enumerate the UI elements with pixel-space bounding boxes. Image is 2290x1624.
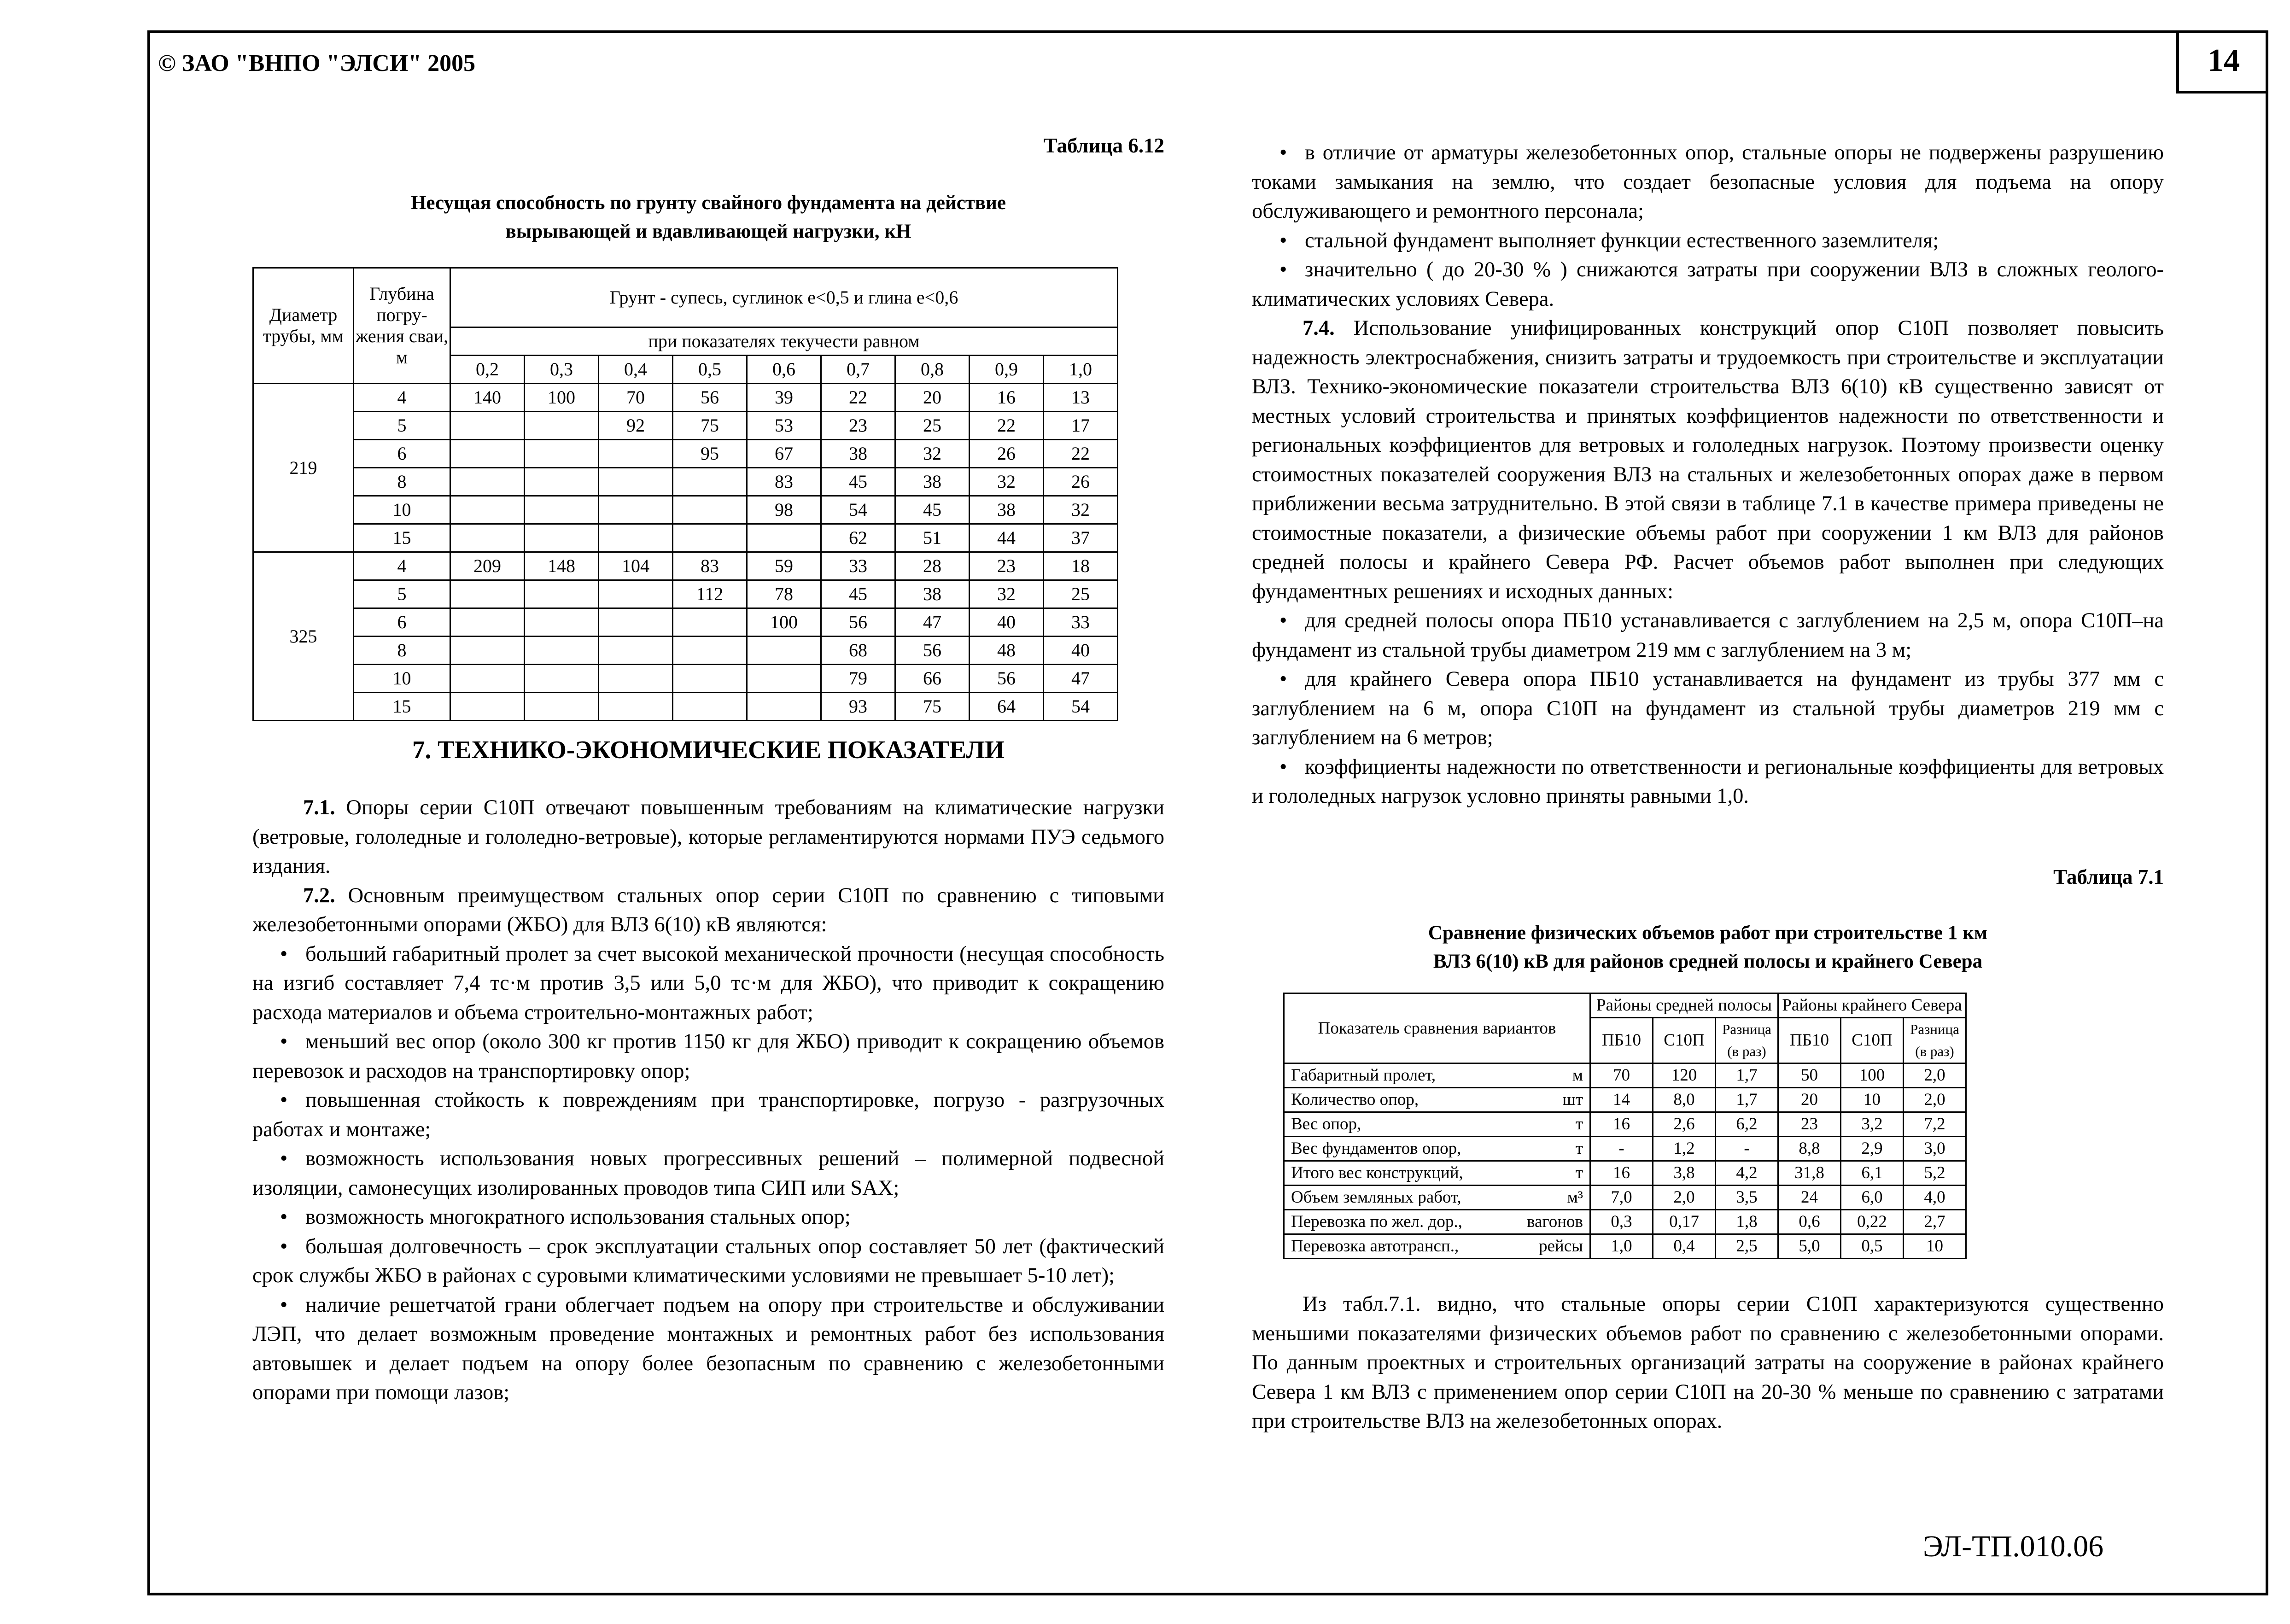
value-cell: 4,2: [1716, 1161, 1778, 1186]
table-row: [253, 608, 1118, 637]
value-cell: 83: [673, 552, 747, 580]
value-cell: 47: [1044, 665, 1118, 693]
value-cell: 3,2: [1841, 1112, 1904, 1137]
value-cell: [525, 440, 599, 468]
value-cell: [450, 496, 525, 524]
value-cell: 54: [1044, 693, 1118, 721]
table-row: [1284, 1186, 1966, 1210]
value-cell: 56: [673, 384, 747, 412]
value-cell: 209: [450, 552, 525, 580]
list-item: • возможность многократного использования стальных опор;: [252, 1203, 1164, 1232]
value-cell: [673, 608, 747, 637]
value-cell: 0,4: [1653, 1234, 1716, 1259]
diameter-cell: 325: [253, 552, 354, 721]
list-item: • меньший вес опор (около 300 кг против 1150 кг для ЖБО) приводит к сокращению объемов перевозок и расходов на транспортировку опор;: [252, 1027, 1164, 1086]
value-cell: 59: [747, 552, 821, 580]
list-item: • для средней полосы опора ПБ10 устанавливается с заглублением на 2,5 м, опора С10П–на фундамент из стальной трубы диаметром 219 мм с заглублением на 3 м;: [1252, 606, 2164, 665]
value-cell: [599, 693, 673, 721]
value-cell: 140: [450, 384, 525, 412]
value-cell: 0,17: [1653, 1210, 1716, 1234]
value-cell: [673, 665, 747, 693]
table-row: [253, 468, 1118, 496]
list-item: • повышенная стойкость к повреждениям при транспортировке, погрузо - разгрузочных работах и монтаже;: [252, 1086, 1164, 1144]
value-cell: 1,7: [1716, 1088, 1778, 1112]
indicator-label: Итого вес конструкций,: [1291, 1163, 1463, 1182]
value-cell: 112: [673, 580, 747, 608]
depth-cell: 4: [354, 552, 450, 580]
header-copyright: [158, 50, 475, 77]
value-cell: [450, 665, 525, 693]
list-item: • для крайнего Севера опора ПБ10 устанавливается на фундамент из трубы 377 мм с заглублением на 6 м, опора С10П на фундамент из стальной трубы диаметров 219 мм с заглублением на 6 метров;: [1252, 665, 2164, 753]
value-cell: [525, 496, 599, 524]
sub-head: С10П: [1841, 1018, 1904, 1063]
value-cell: 45: [821, 580, 895, 608]
value-cell: 68: [821, 637, 895, 665]
sub-head: ПБ10: [1590, 1018, 1653, 1063]
value-cell: [747, 665, 821, 693]
value-cell: [450, 608, 525, 637]
list-item: • наличие решетчатой грани облегчает подъем на опору при строительстве и обслуживании ЛЭП, что делает возможным проведение монтажных и ремонтных работ без использования автовышек и делает подъем на опору более безопасным по сравнению с железобетонными опорами при помощи лазов;: [252, 1291, 1164, 1408]
sub-head: Разница (в раз): [1904, 1018, 1966, 1063]
copyright-icon: ©: [158, 50, 176, 76]
value-cell: 79: [821, 665, 895, 693]
value-cell: [673, 693, 747, 721]
table-row: [1284, 1210, 1966, 1234]
depth-cell: 5: [354, 412, 450, 440]
value-cell: 33: [1044, 608, 1118, 637]
value-cell: [525, 608, 599, 637]
value-cell: 93: [821, 693, 895, 721]
value-cell: [599, 608, 673, 637]
table-7-1: [1283, 993, 1967, 1259]
list-item: • стальной фундамент выполняет функции естественного заземлителя;: [1252, 226, 2164, 256]
depth-cell: 10: [354, 496, 450, 524]
paragraph-7-2: 7.2. Основным преимуществом стальных опор серии С10П по сравнению с типовыми железобетонными опорами (ЖБО) для ВЛЗ 6(10) кВ являются:: [252, 883, 1164, 936]
value-cell: 22: [970, 412, 1044, 440]
value-cell: 38: [821, 440, 895, 468]
table-row: [253, 524, 1118, 552]
table-row: [253, 580, 1118, 608]
value-cell: 120: [1653, 1063, 1716, 1088]
depth-cell: 6: [354, 440, 450, 468]
list-item: • возможность использования новых прогрессивных решений – полимерной подвесной изоляции, самонесущих изолированных проводов типа СИП или SAX;: [252, 1144, 1164, 1203]
fluidity-value: 0,8: [895, 356, 970, 384]
value-cell: 98: [747, 496, 821, 524]
value-cell: 3,8: [1653, 1161, 1716, 1186]
fluidity-value: 0,5: [673, 356, 747, 384]
value-cell: -: [1716, 1137, 1778, 1161]
table-row: [1284, 1234, 1966, 1259]
table-6-12-title: Несущая способность по грунту свайного фундамента на действие вырывающей и вдавливающей нагрузки, кН: [410, 192, 1006, 242]
indicator-unit: т: [1575, 1139, 1583, 1158]
value-cell: 0,5: [1841, 1234, 1904, 1259]
list-item: • большая долговечность – срок эксплуатации стальных опор составляет 50 лет (фактический срок службы ЖБО в районах с суровыми климатическими условиями не превышает 5-10 лет);: [252, 1232, 1164, 1291]
value-cell: [747, 637, 821, 665]
value-cell: 16: [1590, 1112, 1653, 1137]
value-cell: 25: [1044, 580, 1118, 608]
value-cell: 8,8: [1778, 1137, 1841, 1161]
value-cell: [673, 524, 747, 552]
value-cell: [525, 468, 599, 496]
indicator-unit: м: [1572, 1066, 1583, 1085]
value-cell: 38: [895, 468, 970, 496]
value-cell: 2,7: [1904, 1210, 1966, 1234]
value-cell: 3,5: [1716, 1186, 1778, 1210]
table-row: [1284, 1112, 1966, 1137]
head-soil: Грунт - супесь, суглинок е<0,5 и глина е<0,6: [450, 268, 1118, 327]
depth-cell: 5: [354, 580, 450, 608]
value-cell: 26: [970, 440, 1044, 468]
value-cell: 17: [1044, 412, 1118, 440]
indicator-label: Количество опор,: [1291, 1090, 1419, 1109]
value-cell: 92: [599, 412, 673, 440]
value-cell: 0,6: [1778, 1210, 1841, 1234]
value-cell: 40: [1044, 637, 1118, 665]
value-cell: 8,0: [1653, 1088, 1716, 1112]
value-cell: [673, 637, 747, 665]
value-cell: 16: [1590, 1161, 1653, 1186]
table-row: [1284, 1137, 1966, 1161]
value-cell: 26: [1044, 468, 1118, 496]
value-cell: 47: [895, 608, 970, 637]
value-cell: 67: [747, 440, 821, 468]
table-row: [1284, 1161, 1966, 1186]
value-cell: [525, 580, 599, 608]
fluidity-value: 0,6: [747, 356, 821, 384]
value-cell: [599, 440, 673, 468]
value-cell: 40: [970, 608, 1044, 637]
value-cell: 2,6: [1653, 1112, 1716, 1137]
indicator-cell: [1284, 1112, 1590, 1137]
depth-cell: 15: [354, 693, 450, 721]
value-cell: 32: [970, 468, 1044, 496]
value-cell: 16: [970, 384, 1044, 412]
section-title: 7. ТЕХНИКО-ЭКОНОМИЧЕСКИЕ ПОКАЗАТЕЛИ: [412, 736, 1005, 764]
value-cell: 75: [673, 412, 747, 440]
value-cell: [450, 468, 525, 496]
value-cell: 148: [525, 552, 599, 580]
value-cell: 70: [599, 384, 673, 412]
value-cell: 6,0: [1841, 1186, 1904, 1210]
header-org: ЗАО "ВНПО "ЭЛСИ" 2005: [181, 50, 476, 76]
value-cell: 70: [1590, 1063, 1653, 1088]
list-item: • значительно ( до 20-30 % ) снижаются затраты при сооружении ВЛЗ в сложных геолого-климатических условиях Севера.: [1252, 255, 2164, 314]
depth-cell: 10: [354, 665, 450, 693]
value-cell: [450, 693, 525, 721]
list-item: • в отличие от арматуры железобетонных опор, стальные опоры не подвержены разрушению токами замыкания на землю, что создает безопасные условия для подъема на опору обслуживающего и ремонтного персонала;: [1252, 138, 2164, 226]
list-item: • больший габаритный пролет за счет высокой механической прочности (несущая способность на изгиб составляет 7,4 тс·м против 3,5 или 5,0 тс·м для ЖБО), что приводит к сокращению расхода материалов и объема строительно-монтажных работ;: [252, 940, 1164, 1028]
value-cell: 5,2: [1904, 1161, 1966, 1186]
sub-head: С10П: [1653, 1018, 1716, 1063]
indicator-unit: т: [1575, 1115, 1583, 1133]
paragraph-7-4: 7.4. Использование унифицированных конструкций опор С10П позволяет повысить надежность электроснабжения, снизить затраты и трудоемкость при строительстве и эксплуатации ВЛЗ. Технико-экономические показатели строительства ВЛЗ 6(10) кВ существенно зависят от местных условий строительства и принятых коэффициентов надежности по ответственности и региональных коэффициентов для ветровых и гололедных нагрузок. Поэтому произвести оценку стоимостных показателей сооружения ВЛЗ на стальных и железобетонных опорах даже в первом приближении весьма затруднительно. В этой связи в таблице 7.1 в качестве примера приведены не стоимостные показатели, а физические объемы работ при сооружении 1 км ВЛЗ для районов средней полосы и крайнего Севера РФ. Расчет объемов работ выполнен при следующих фундаментных решениях и исходных данных:: [1252, 316, 2164, 603]
value-cell: 10: [1904, 1234, 1966, 1259]
indicator-unit: м³: [1567, 1188, 1583, 1207]
value-cell: 100: [1841, 1063, 1904, 1088]
value-cell: [599, 637, 673, 665]
fluidity-value: 1,0: [1044, 356, 1118, 384]
value-cell: 14: [1590, 1088, 1653, 1112]
indicator-label: Объем земляных работ,: [1291, 1188, 1461, 1207]
table-row: [1284, 1063, 1966, 1088]
sub-head: ПБ10: [1778, 1018, 1841, 1063]
indicator-label: Перевозка автотрансп.,: [1291, 1237, 1459, 1256]
value-cell: [450, 440, 525, 468]
value-cell: 32: [1044, 496, 1118, 524]
doc-code: ЭЛ-ТП.010.06: [1923, 1530, 2104, 1563]
table-6-12-caption: Таблица 6.12: [1043, 134, 1164, 157]
value-cell: 2,9: [1841, 1137, 1904, 1161]
value-cell: 13: [1044, 384, 1118, 412]
diameter-cell: 219: [253, 384, 354, 552]
indicator-unit: т: [1575, 1163, 1583, 1182]
value-cell: 7,0: [1590, 1186, 1653, 1210]
indicator-label: Габаритный пролет,: [1291, 1066, 1436, 1085]
value-cell: 1,7: [1716, 1063, 1778, 1088]
value-cell: 24: [1778, 1186, 1841, 1210]
value-cell: [747, 524, 821, 552]
table-row: [253, 693, 1118, 721]
value-cell: [673, 496, 747, 524]
fluidity-value: 0,4: [599, 356, 673, 384]
value-cell: 1,2: [1653, 1137, 1716, 1161]
value-cell: 50: [1778, 1063, 1841, 1088]
value-cell: 22: [1044, 440, 1118, 468]
value-cell: 62: [821, 524, 895, 552]
indicator-unit: шт: [1562, 1090, 1583, 1109]
indicator-cell: [1284, 1161, 1590, 1186]
head-depth: Глубина погру- жения сваи, м: [354, 268, 450, 384]
value-cell: 10: [1841, 1088, 1904, 1112]
value-cell: 2,0: [1904, 1063, 1966, 1088]
value-cell: 53: [747, 412, 821, 440]
head-diameter: Диаметр трубы, мм: [253, 268, 354, 384]
value-cell: 37: [1044, 524, 1118, 552]
paragraph-7-1: 7.1. Опоры серии С10П отвечают повышенным требованиям на климатические нагрузки (ветровые, гололедные и гололедно-ветровые), которые регламентируются нормами ПУЭ седьмого издания.: [252, 796, 1165, 878]
value-cell: 38: [895, 580, 970, 608]
indicator-unit: рейсы: [1538, 1237, 1583, 1256]
value-cell: 104: [599, 552, 673, 580]
value-cell: 54: [821, 496, 895, 524]
value-cell: 64: [970, 693, 1044, 721]
fluidity-value: 0,2: [450, 356, 525, 384]
value-cell: 2,0: [1904, 1088, 1966, 1112]
head-indicator: Показатель сравнения вариантов: [1284, 993, 1590, 1063]
fluidity-value: 0,7: [821, 356, 895, 384]
value-cell: [747, 693, 821, 721]
value-cell: 56: [895, 637, 970, 665]
value-cell: [599, 665, 673, 693]
value-cell: 7,2: [1904, 1112, 1966, 1137]
value-cell: 56: [970, 665, 1044, 693]
left-text: [252, 793, 1164, 1408]
value-cell: 20: [1778, 1088, 1841, 1112]
right-bullet-list-top: [1252, 138, 2164, 314]
value-cell: 2,5: [1716, 1234, 1778, 1259]
table-row: [253, 496, 1118, 524]
value-cell: 25: [895, 412, 970, 440]
value-cell: 6,2: [1716, 1112, 1778, 1137]
value-cell: 2,0: [1653, 1186, 1716, 1210]
list-item: • коэффициенты надежности по ответственности и региональные коэффициенты для ветровых и гололедных нагрузок условно приняты равными 1,0.: [1252, 753, 2164, 811]
value-cell: [599, 468, 673, 496]
value-cell: 39: [747, 384, 821, 412]
value-cell: 4,0: [1904, 1186, 1966, 1210]
value-cell: 78: [747, 580, 821, 608]
value-cell: [450, 412, 525, 440]
head-north-zone: Районы крайнего Севера: [1778, 993, 1966, 1018]
table-row: [253, 665, 1118, 693]
depth-cell: 15: [354, 524, 450, 552]
sub-head: Разница (в раз): [1716, 1018, 1778, 1063]
value-cell: 23: [1778, 1112, 1841, 1137]
value-cell: [599, 524, 673, 552]
value-cell: [525, 412, 599, 440]
fluidity-value: 0,9: [970, 356, 1044, 384]
right-bullet-list-mid: [1252, 606, 2164, 811]
indicator-unit: вагонов: [1527, 1212, 1583, 1231]
value-cell: 0,3: [1590, 1210, 1653, 1234]
value-cell: 31,8: [1778, 1161, 1841, 1186]
value-cell: [450, 524, 525, 552]
depth-cell: 8: [354, 637, 450, 665]
value-cell: [450, 580, 525, 608]
depth-cell: 6: [354, 608, 450, 637]
value-cell: [599, 580, 673, 608]
value-cell: 56: [821, 608, 895, 637]
depth-cell: 4: [354, 384, 450, 412]
value-cell: 45: [895, 496, 970, 524]
table-row: [253, 384, 1118, 412]
table-row: [1284, 1088, 1966, 1112]
value-cell: -: [1590, 1137, 1653, 1161]
value-cell: 18: [1044, 552, 1118, 580]
value-cell: 75: [895, 693, 970, 721]
value-cell: [673, 468, 747, 496]
depth-cell: 8: [354, 468, 450, 496]
head-fluidity: при показателях текучести равном: [450, 327, 1118, 356]
conclusion-text: [1252, 1290, 2164, 1436]
value-cell: 83: [747, 468, 821, 496]
table-7-1-caption: Таблица 7.1: [2053, 865, 2164, 888]
value-cell: [599, 496, 673, 524]
indicator-cell: [1284, 1088, 1590, 1112]
value-cell: 1,0: [1590, 1234, 1653, 1259]
table-6-12: [252, 267, 1118, 721]
value-cell: 51: [895, 524, 970, 552]
right-text-top: [1252, 138, 2164, 811]
table-row: [253, 412, 1118, 440]
value-cell: 20: [895, 384, 970, 412]
conclusion-paragraph: Из табл.7.1. видно, что стальные опоры серии С10П характеризуются существенно меньшими показателями физических объемов работ по сравнению с железобетонными опорами. По данным проектных и строительных организаций затраты на сооружение в районах крайнего Севера 1 км ВЛЗ с применением опор серии С10П на 20-30 % меньше по сравнению с затратами при строительстве ВЛЗ на железобетонных опорах.: [1252, 1292, 2164, 1433]
left-bullet-list: [252, 940, 1164, 1408]
value-cell: 45: [821, 468, 895, 496]
value-cell: 23: [821, 412, 895, 440]
value-cell: 6,1: [1841, 1161, 1904, 1186]
value-cell: 28: [895, 552, 970, 580]
value-cell: 38: [970, 496, 1044, 524]
indicator-cell: [1284, 1063, 1590, 1088]
indicator-cell: [1284, 1186, 1590, 1210]
value-cell: [525, 693, 599, 721]
value-cell: 100: [747, 608, 821, 637]
table-row: [253, 637, 1118, 665]
value-cell: [450, 637, 525, 665]
value-cell: 66: [895, 665, 970, 693]
value-cell: 100: [525, 384, 599, 412]
value-cell: 95: [673, 440, 747, 468]
indicator-cell: [1284, 1210, 1590, 1234]
value-cell: 44: [970, 524, 1044, 552]
indicator-cell: [1284, 1137, 1590, 1161]
value-cell: 23: [970, 552, 1044, 580]
value-cell: 5,0: [1778, 1234, 1841, 1259]
value-cell: 33: [821, 552, 895, 580]
fluidity-value: 0,3: [525, 356, 599, 384]
head-middle-zone: Районы средней полосы: [1590, 993, 1778, 1018]
value-cell: 22: [821, 384, 895, 412]
value-cell: 32: [895, 440, 970, 468]
table-7-1-title: Сравнение физических объемов работ при строительстве 1 км ВЛЗ 6(10) кВ для районов средней полосы и крайнего Севера: [1428, 922, 1988, 972]
value-cell: [525, 665, 599, 693]
indicator-label: Вес фундаментов опор,: [1291, 1139, 1461, 1158]
value-cell: 0,22: [1841, 1210, 1904, 1234]
value-cell: 32: [970, 580, 1044, 608]
table-row: [253, 440, 1118, 468]
indicator-label: Вес опор,: [1291, 1115, 1361, 1133]
value-cell: 48: [970, 637, 1044, 665]
indicator-label: Перевозка по жел. дор.,: [1291, 1212, 1462, 1231]
indicator-cell: [1284, 1234, 1590, 1259]
page-number: 14: [2176, 30, 2268, 93]
table-row: [253, 552, 1118, 580]
value-cell: 1,8: [1716, 1210, 1778, 1234]
value-cell: 3,0: [1904, 1137, 1966, 1161]
value-cell: [525, 524, 599, 552]
value-cell: [525, 637, 599, 665]
